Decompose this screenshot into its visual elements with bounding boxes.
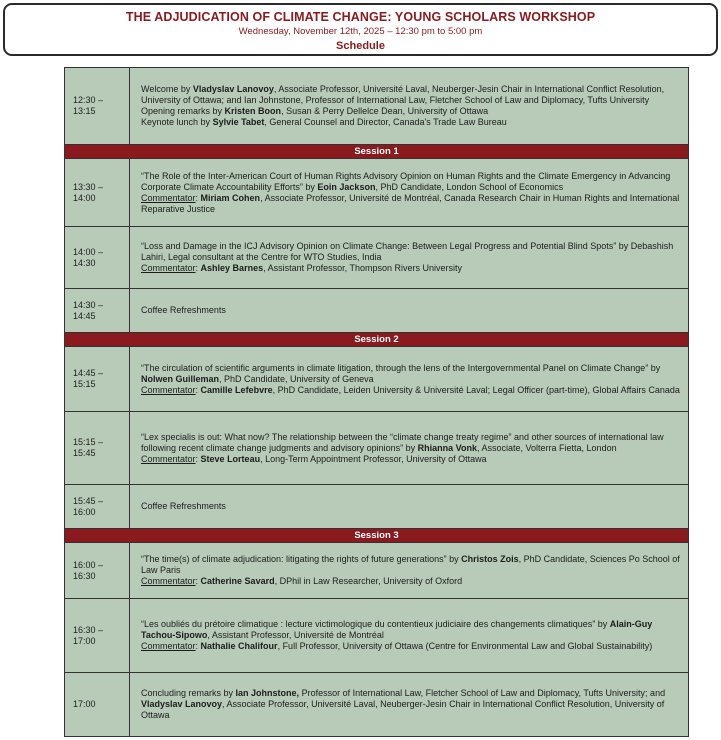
- schedule-row: [65, 289, 689, 333]
- description-line: [141, 619, 680, 641]
- person-name: Alain-Guy Tachou-Sipowo: [141, 619, 653, 640]
- description-line: [141, 432, 680, 454]
- time-text: 14:00 –: [73, 246, 104, 257]
- description-text: “The circulation of scientific arguments in climate litigation, through the lens of the Intergovernmental Panel on Climate Change” by: [141, 362, 661, 373]
- person-name: Camille Lefebvre: [200, 384, 273, 395]
- schedule-row: [65, 159, 689, 227]
- description-line: [141, 501, 680, 512]
- time-text: 13:15: [73, 106, 96, 116]
- description-cell: [130, 673, 689, 737]
- time-cell: [65, 289, 130, 333]
- description-text: Opening remarks by: [141, 106, 225, 116]
- description-cell: [130, 599, 689, 673]
- description-text: Coffee Refreshments: [141, 305, 226, 315]
- description-line: [141, 641, 680, 652]
- schedule-row: [65, 543, 689, 599]
- time-cell: [65, 485, 130, 529]
- description-text: , Associate Professor, Université de Montréal, Canada Research Chair in Human Rights and International Reparative Justice: [141, 192, 680, 214]
- time-cell: [65, 347, 130, 412]
- schedule-table: [64, 67, 689, 737]
- time-text: 15:45: [73, 448, 96, 458]
- description-cell: [130, 412, 689, 485]
- session-label: Session 1: [65, 145, 689, 159]
- session-label: Session 2: [65, 333, 689, 347]
- person-name: Nolwen Guilleman: [141, 373, 220, 384]
- commentator-label: Commentator: [141, 641, 196, 651]
- time-text: 17:00: [73, 699, 96, 709]
- description-cell: [130, 68, 689, 145]
- description-line: [141, 385, 680, 396]
- session-header-row: [65, 333, 689, 347]
- description-line: [141, 454, 680, 465]
- description-text: , DPhil in Law Researcher, University of Oxford: [274, 576, 463, 586]
- description-text: Keynote lunch by: [141, 117, 213, 127]
- description-text: , Long-Term Appointment Professor, University of Ottawa: [260, 453, 487, 464]
- time-text: 16:00: [73, 506, 96, 517]
- description-line: [141, 241, 680, 263]
- description-line: [141, 84, 680, 106]
- time-text: 12:30 –: [73, 95, 104, 105]
- description-line: [141, 171, 680, 193]
- person-name: Eoin Jackson: [317, 181, 376, 192]
- description-line: [141, 688, 680, 721]
- person-name: Ian Johnstone,: [235, 688, 300, 698]
- time-text: 16:30 –: [73, 624, 104, 635]
- schedule-row: [65, 68, 689, 145]
- description-line: [141, 193, 680, 215]
- person-name: Sylvie Tabet: [212, 117, 265, 127]
- description-line: [141, 554, 680, 576]
- description-text: :: [195, 192, 201, 203]
- person-name: Ashley Barnes: [200, 263, 264, 273]
- description-text: , Associate, Volterra Fietta, London: [477, 442, 617, 453]
- person-name: Vladyslav Lanovoy: [192, 84, 274, 94]
- description-text: , Associate Professor, Université Laval, Neuberger-Jesin Chair in International Conflict Resolution, University of Ottawa: [141, 699, 665, 720]
- time-text: 14:00: [73, 192, 96, 203]
- time-text: 15:15 –: [73, 437, 104, 447]
- description-line: [141, 576, 680, 587]
- schedule-row: [65, 673, 689, 737]
- description-text: , PhD Candidate, Leiden University & Université Laval; Legal Officer (part-time), Global Affairs Canada: [272, 384, 680, 395]
- description-text: Welcome by: [141, 84, 193, 94]
- description-cell: [130, 227, 689, 289]
- description-line: [141, 106, 680, 117]
- time-text: 14:30: [73, 257, 96, 268]
- description-text: , Full Professor, University of Ottawa (Centre for Environmental Law and Global Sustainability): [277, 641, 653, 651]
- schedule-row: [65, 485, 689, 529]
- description-text: , Associate Professor, Université Laval, Neuberger-Jesin Chair in International Conflict Resolution, University of Ottawa; and Ian Johnstone, Professor of International Law, Fletcher School of Law and Diplomacy, Tufts University: [141, 84, 665, 105]
- description-text: :: [195, 576, 201, 586]
- commentator-label: Commentator: [141, 384, 196, 395]
- commentator-label: Commentator: [141, 576, 196, 586]
- description-text: , General Counsel and Director, Canada's Trade Law Bureau: [264, 117, 507, 127]
- time-text: 17:00: [73, 635, 96, 646]
- session-label: Session 3: [65, 529, 689, 543]
- commentator-label: Commentator: [141, 192, 196, 203]
- schedule-row: [65, 599, 689, 673]
- schedule-row: [65, 347, 689, 412]
- commentator-label: Commentator: [141, 263, 196, 273]
- person-name: Miriam Cohen: [200, 192, 261, 203]
- time-cell: [65, 412, 130, 485]
- time-cell: [65, 543, 130, 599]
- description-text: :: [195, 384, 201, 395]
- description-text: , Assistant Professor, Université de Montréal: [207, 630, 384, 640]
- header-box: [3, 3, 718, 56]
- description-text: “Loss and Damage in the ICJ Advisory Opinion on Climate Change: Between Legal Progress and Potential Blind Spots” by Debashish Lahiri, Legal consultant at the Centre for WTO Studies, India: [141, 241, 674, 262]
- person-name: Vladyslav Lanovoy: [141, 699, 223, 709]
- schedule-heading: Schedule: [336, 40, 385, 52]
- time-cell: [65, 68, 130, 145]
- description-text: “Lex specialis is out: What now? The relationship between the “climate change treaty regime” and other sources of international law following recent climate change judgments and advisory opinions” by: [141, 431, 664, 453]
- time-cell: [65, 599, 130, 673]
- description-text: , PhD Candidate, London School of Economics: [375, 181, 564, 192]
- session-header-row: [65, 145, 689, 159]
- description-cell: [130, 543, 689, 599]
- session-header-row: [65, 529, 689, 543]
- event-date: Wednesday, November 12th, 2025 – 12:30 pm to 5:00 pm: [238, 26, 483, 37]
- description-line: [141, 363, 680, 385]
- time-text: 14:30 –: [73, 299, 104, 310]
- description-text: Coffee Refreshments: [141, 501, 226, 511]
- description-line: [141, 305, 680, 316]
- schedule-row: [65, 412, 689, 485]
- person-name: Catherine Savard: [200, 576, 275, 586]
- commentator-label: Commentator: [141, 453, 196, 464]
- description-text: Concluding remarks by: [141, 688, 236, 698]
- description-cell: [130, 289, 689, 333]
- time-text: 15:15: [73, 379, 96, 389]
- description-text: , Assistant Professor, Thompson Rivers University: [263, 263, 462, 273]
- description-text: :: [195, 263, 201, 273]
- time-text: 13:30 –: [73, 181, 104, 192]
- time-cell: [65, 227, 130, 289]
- description-line: [141, 263, 680, 274]
- time-text: 14:45: [73, 310, 96, 321]
- event-title: THE ADJUDICATION OF CLIMATE CHANGE: YOUNG SCHOLARS WORKSHOP: [125, 10, 596, 24]
- time-text: 16:00 –: [73, 559, 104, 570]
- time-cell: [65, 159, 130, 227]
- description-text: :: [195, 453, 201, 464]
- description-cell: [130, 347, 689, 412]
- description-line: [141, 117, 680, 128]
- person-name: Steve Lorteau: [200, 453, 261, 464]
- time-text: 15:45 –: [73, 495, 104, 506]
- description-text: :: [195, 641, 201, 651]
- description-text: , PhD Candidate, Sciences Po School of Law Paris: [141, 554, 680, 575]
- time-text: 16:30: [73, 570, 96, 581]
- description-text: “The time(s) of climate adjudication: litigating the rights of future generations” by: [141, 554, 462, 564]
- person-name: Nathalie Chalifour: [200, 641, 278, 651]
- time-cell: [65, 673, 130, 737]
- description-cell: [130, 485, 689, 529]
- schedule-row: [65, 227, 689, 289]
- time-text: 14:45 –: [73, 368, 104, 378]
- description-text: “The Role of the Inter-American Court of Human Rights Advisory Opinion on Human Rights and the Climate Emergency in Advancing Corporate Climate Accountability Efforts” by: [141, 170, 671, 192]
- description-text: “Les oubliés du prétoire climatique : lecture victimologique du contentieux judiciaire des changements climatiques” by: [141, 619, 610, 629]
- person-name: Rhianna Vonk: [417, 442, 477, 453]
- schedule-body: [65, 68, 689, 737]
- description-text: Professor of International Law, Fletcher School of Law and Diplomacy, Tufts University; and: [299, 688, 666, 698]
- description-cell: [130, 159, 689, 227]
- description-text: , PhD Candidate, University of Geneva: [219, 373, 374, 384]
- person-name: Christos Zois: [461, 554, 519, 564]
- person-name: Kristen Boon: [224, 106, 282, 116]
- description-text: , Susan & Perry Dellelce Dean, University of Ottawa: [281, 106, 489, 116]
